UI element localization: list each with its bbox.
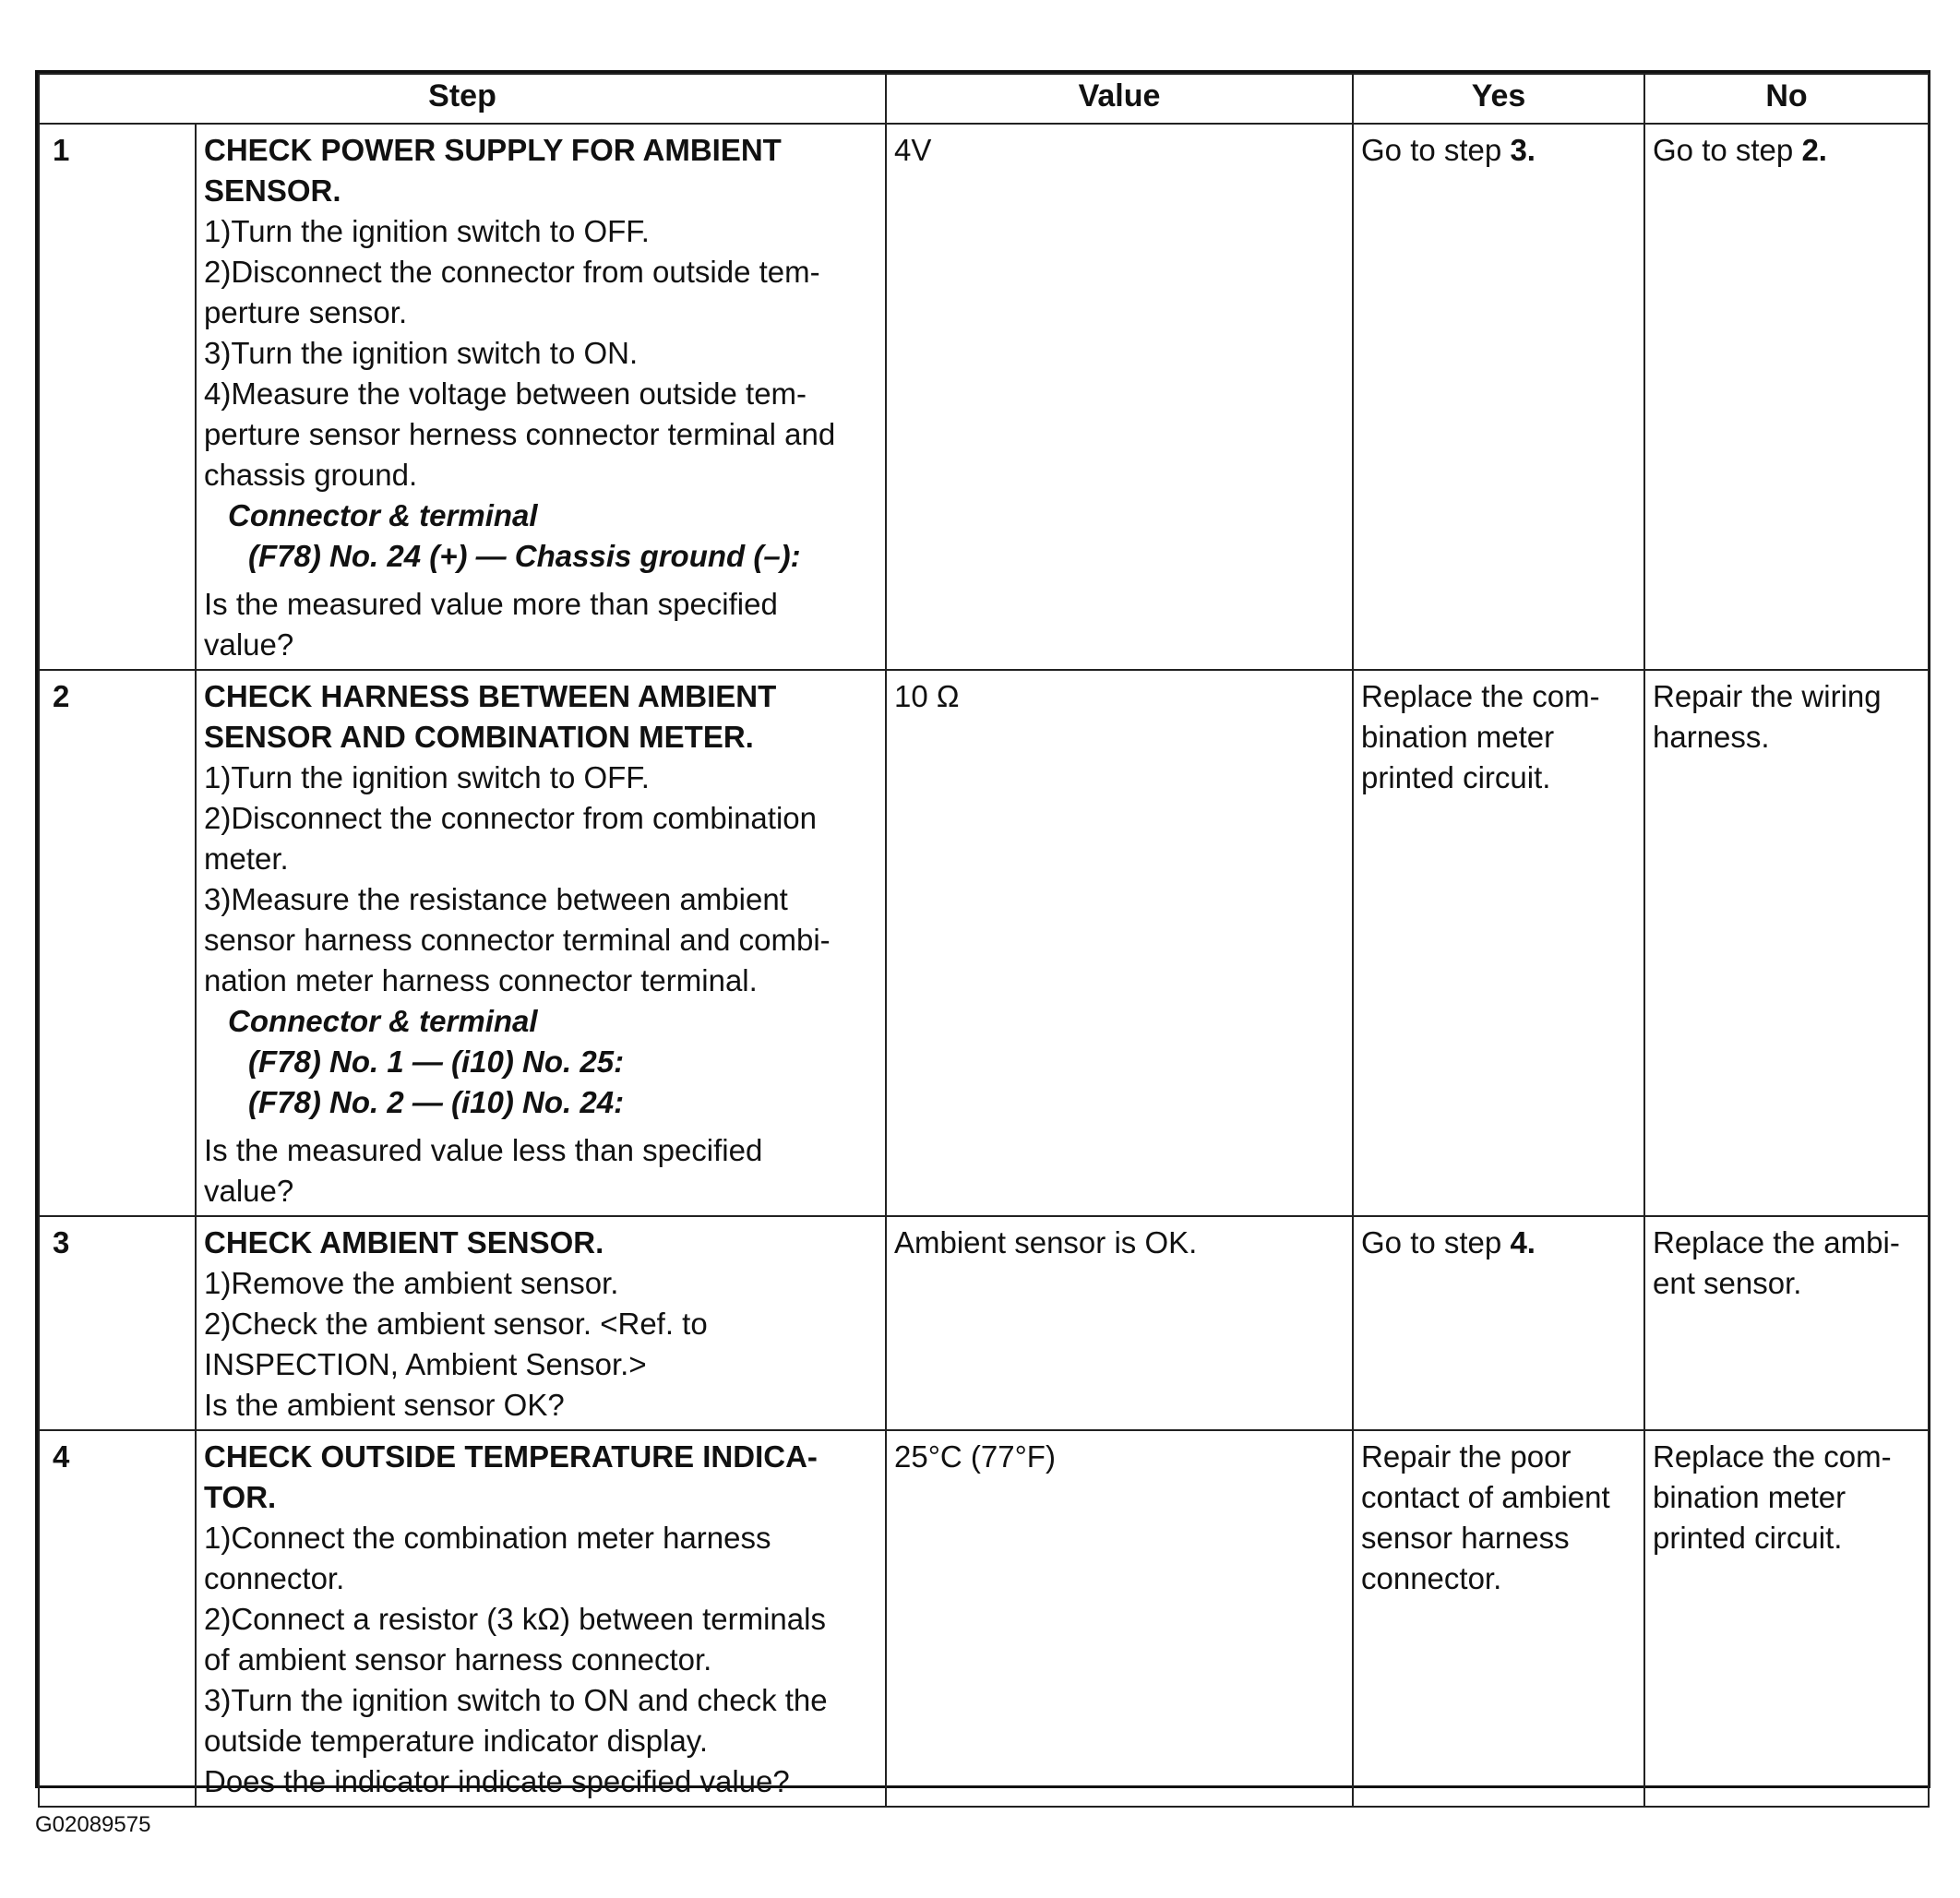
step-number: 3 xyxy=(39,1216,196,1430)
no-text: Repair the wiring xyxy=(1653,679,1882,713)
yes-step-ref: 3. xyxy=(1510,133,1536,167)
no-text: bination meter xyxy=(1653,1480,1846,1514)
yes-step-ref: 4. xyxy=(1510,1225,1536,1259)
step-instruction: meter. xyxy=(204,842,289,876)
step-value: Ambient sensor is OK. xyxy=(886,1216,1353,1430)
step-number: 2 xyxy=(39,670,196,1216)
step-instruction: 4)Measure the voltage between outside tem- xyxy=(204,376,807,411)
connector-terminal: (F78) No. 1 — (i10) No. 25: xyxy=(248,1044,625,1079)
step-question-line: Is the measured value less than specified xyxy=(204,1133,763,1167)
step-value: 25°C (77°F) xyxy=(886,1430,1353,1807)
step-description xyxy=(196,670,886,1216)
header-no: No xyxy=(1644,74,1929,124)
connector-terminal: (F78) No. 2 — (i10) No. 24: xyxy=(248,1085,625,1119)
step-instruction: 1)Turn the ignition switch to OFF. xyxy=(204,214,650,248)
step-instruction: connector. xyxy=(204,1561,345,1595)
step-instruction: outside temperature indicator display. xyxy=(204,1724,709,1758)
step-instruction: perture sensor herness connector terminal and xyxy=(204,417,836,451)
no-text: harness. xyxy=(1653,720,1770,754)
figure-code: G02089575 xyxy=(35,1812,151,1837)
no-text: Replace the com- xyxy=(1653,1439,1892,1474)
step-instruction: 1)Connect the combination meter harness xyxy=(204,1521,771,1555)
step-title: CHECK AMBIENT SENSOR. xyxy=(204,1225,604,1259)
table-row xyxy=(39,670,1929,1216)
yes-text: Repair the poor xyxy=(1361,1439,1572,1474)
step-question xyxy=(204,1130,878,1212)
step-instruction: 3)Turn the ignition switch to ON and check the xyxy=(204,1683,828,1717)
step-question-line: Is the measured value more than specified xyxy=(204,587,778,621)
step-instruction: 1)Remove the ambient sensor. xyxy=(204,1266,619,1300)
step-instruction: Does the indicator indicate specified value? xyxy=(204,1764,790,1798)
step-title: CHECK POWER SUPPLY FOR AMBIENT xyxy=(204,133,782,167)
step-question-line: value? xyxy=(204,627,294,662)
no-text: ent sensor. xyxy=(1653,1266,1802,1300)
step-instruction: 3)Measure the resistance between ambient xyxy=(204,882,788,916)
step-instruction: nation meter harness connector terminal. xyxy=(204,963,758,997)
connector-label: Connector & terminal xyxy=(228,498,538,532)
no-text: Go to step xyxy=(1653,133,1802,167)
table-row xyxy=(39,124,1929,670)
yes-text: contact of ambient xyxy=(1361,1480,1610,1514)
step-yes xyxy=(1353,670,1644,1216)
step-instruction: 1)Turn the ignition switch to OFF. xyxy=(204,760,650,794)
step-title: CHECK HARNESS BETWEEN AMBIENT xyxy=(204,679,777,713)
diagnostic-table-frame xyxy=(35,70,1930,1798)
step-instruction: INSPECTION, Ambient Sensor.> xyxy=(204,1347,647,1381)
step-value: 4V xyxy=(886,124,1353,670)
step-instruction: of ambient sensor harness connector. xyxy=(204,1642,712,1677)
step-description xyxy=(196,1430,886,1807)
no-text: Replace the ambi- xyxy=(1653,1225,1900,1259)
yes-text: Replace the com- xyxy=(1361,679,1600,713)
step-instruction: sensor harness connector terminal and combi- xyxy=(204,923,831,957)
connector-terminal: (F78) No. 24 (+) — Chassis ground (–): xyxy=(248,539,801,573)
yes-text: sensor harness xyxy=(1361,1521,1570,1555)
step-yes xyxy=(1353,1430,1644,1807)
diagnostic-table xyxy=(38,73,1930,1808)
step-title: TOR. xyxy=(204,1480,277,1514)
step-title: SENSOR AND COMBINATION METER. xyxy=(204,720,754,754)
step-no xyxy=(1644,670,1929,1216)
table-row xyxy=(39,1430,1929,1807)
step-description xyxy=(196,124,886,670)
no-step-ref: 2. xyxy=(1801,133,1827,167)
step-yes xyxy=(1353,1216,1644,1430)
step-instruction: chassis ground. xyxy=(204,458,418,492)
yes-text: bination meter xyxy=(1361,720,1555,754)
header-yes: Yes xyxy=(1353,74,1644,124)
step-no xyxy=(1644,1430,1929,1807)
step-description xyxy=(196,1216,886,1430)
header-step: Step xyxy=(39,74,886,124)
yes-text: Go to step xyxy=(1361,133,1511,167)
step-title: CHECK OUTSIDE TEMPERATURE INDICA- xyxy=(204,1439,818,1474)
table-header-row xyxy=(39,74,1929,124)
yes-text: Go to step xyxy=(1361,1225,1511,1259)
step-instruction: 2)Disconnect the connector from outside tem- xyxy=(204,255,820,289)
step-question xyxy=(204,584,878,665)
step-value: 10 Ω xyxy=(886,670,1353,1216)
step-instruction: 3)Turn the ignition switch to ON. xyxy=(204,336,639,370)
step-title: SENSOR. xyxy=(204,173,341,208)
step-instruction: perture sensor. xyxy=(204,295,408,329)
step-yes xyxy=(1353,124,1644,670)
step-instruction: 2)Disconnect the connector from combination xyxy=(204,801,817,835)
yes-text: printed circuit. xyxy=(1361,760,1551,794)
step-instruction: 2)Check the ambient sensor. <Ref. to xyxy=(204,1307,708,1341)
step-number: 1 xyxy=(39,124,196,670)
no-text: printed circuit. xyxy=(1653,1521,1843,1555)
table-row xyxy=(39,1216,1929,1430)
step-number: 4 xyxy=(39,1430,196,1807)
step-no xyxy=(1644,124,1929,670)
connector-label: Connector & terminal xyxy=(228,1004,538,1038)
step-no xyxy=(1644,1216,1929,1430)
yes-text: connector. xyxy=(1361,1561,1502,1595)
step-instruction: 2)Connect a resistor (3 kΩ) between terminals xyxy=(204,1602,826,1636)
header-value: Value xyxy=(886,74,1353,124)
step-instruction: Is the ambient sensor OK? xyxy=(204,1388,565,1422)
step-question-line: value? xyxy=(204,1174,294,1208)
